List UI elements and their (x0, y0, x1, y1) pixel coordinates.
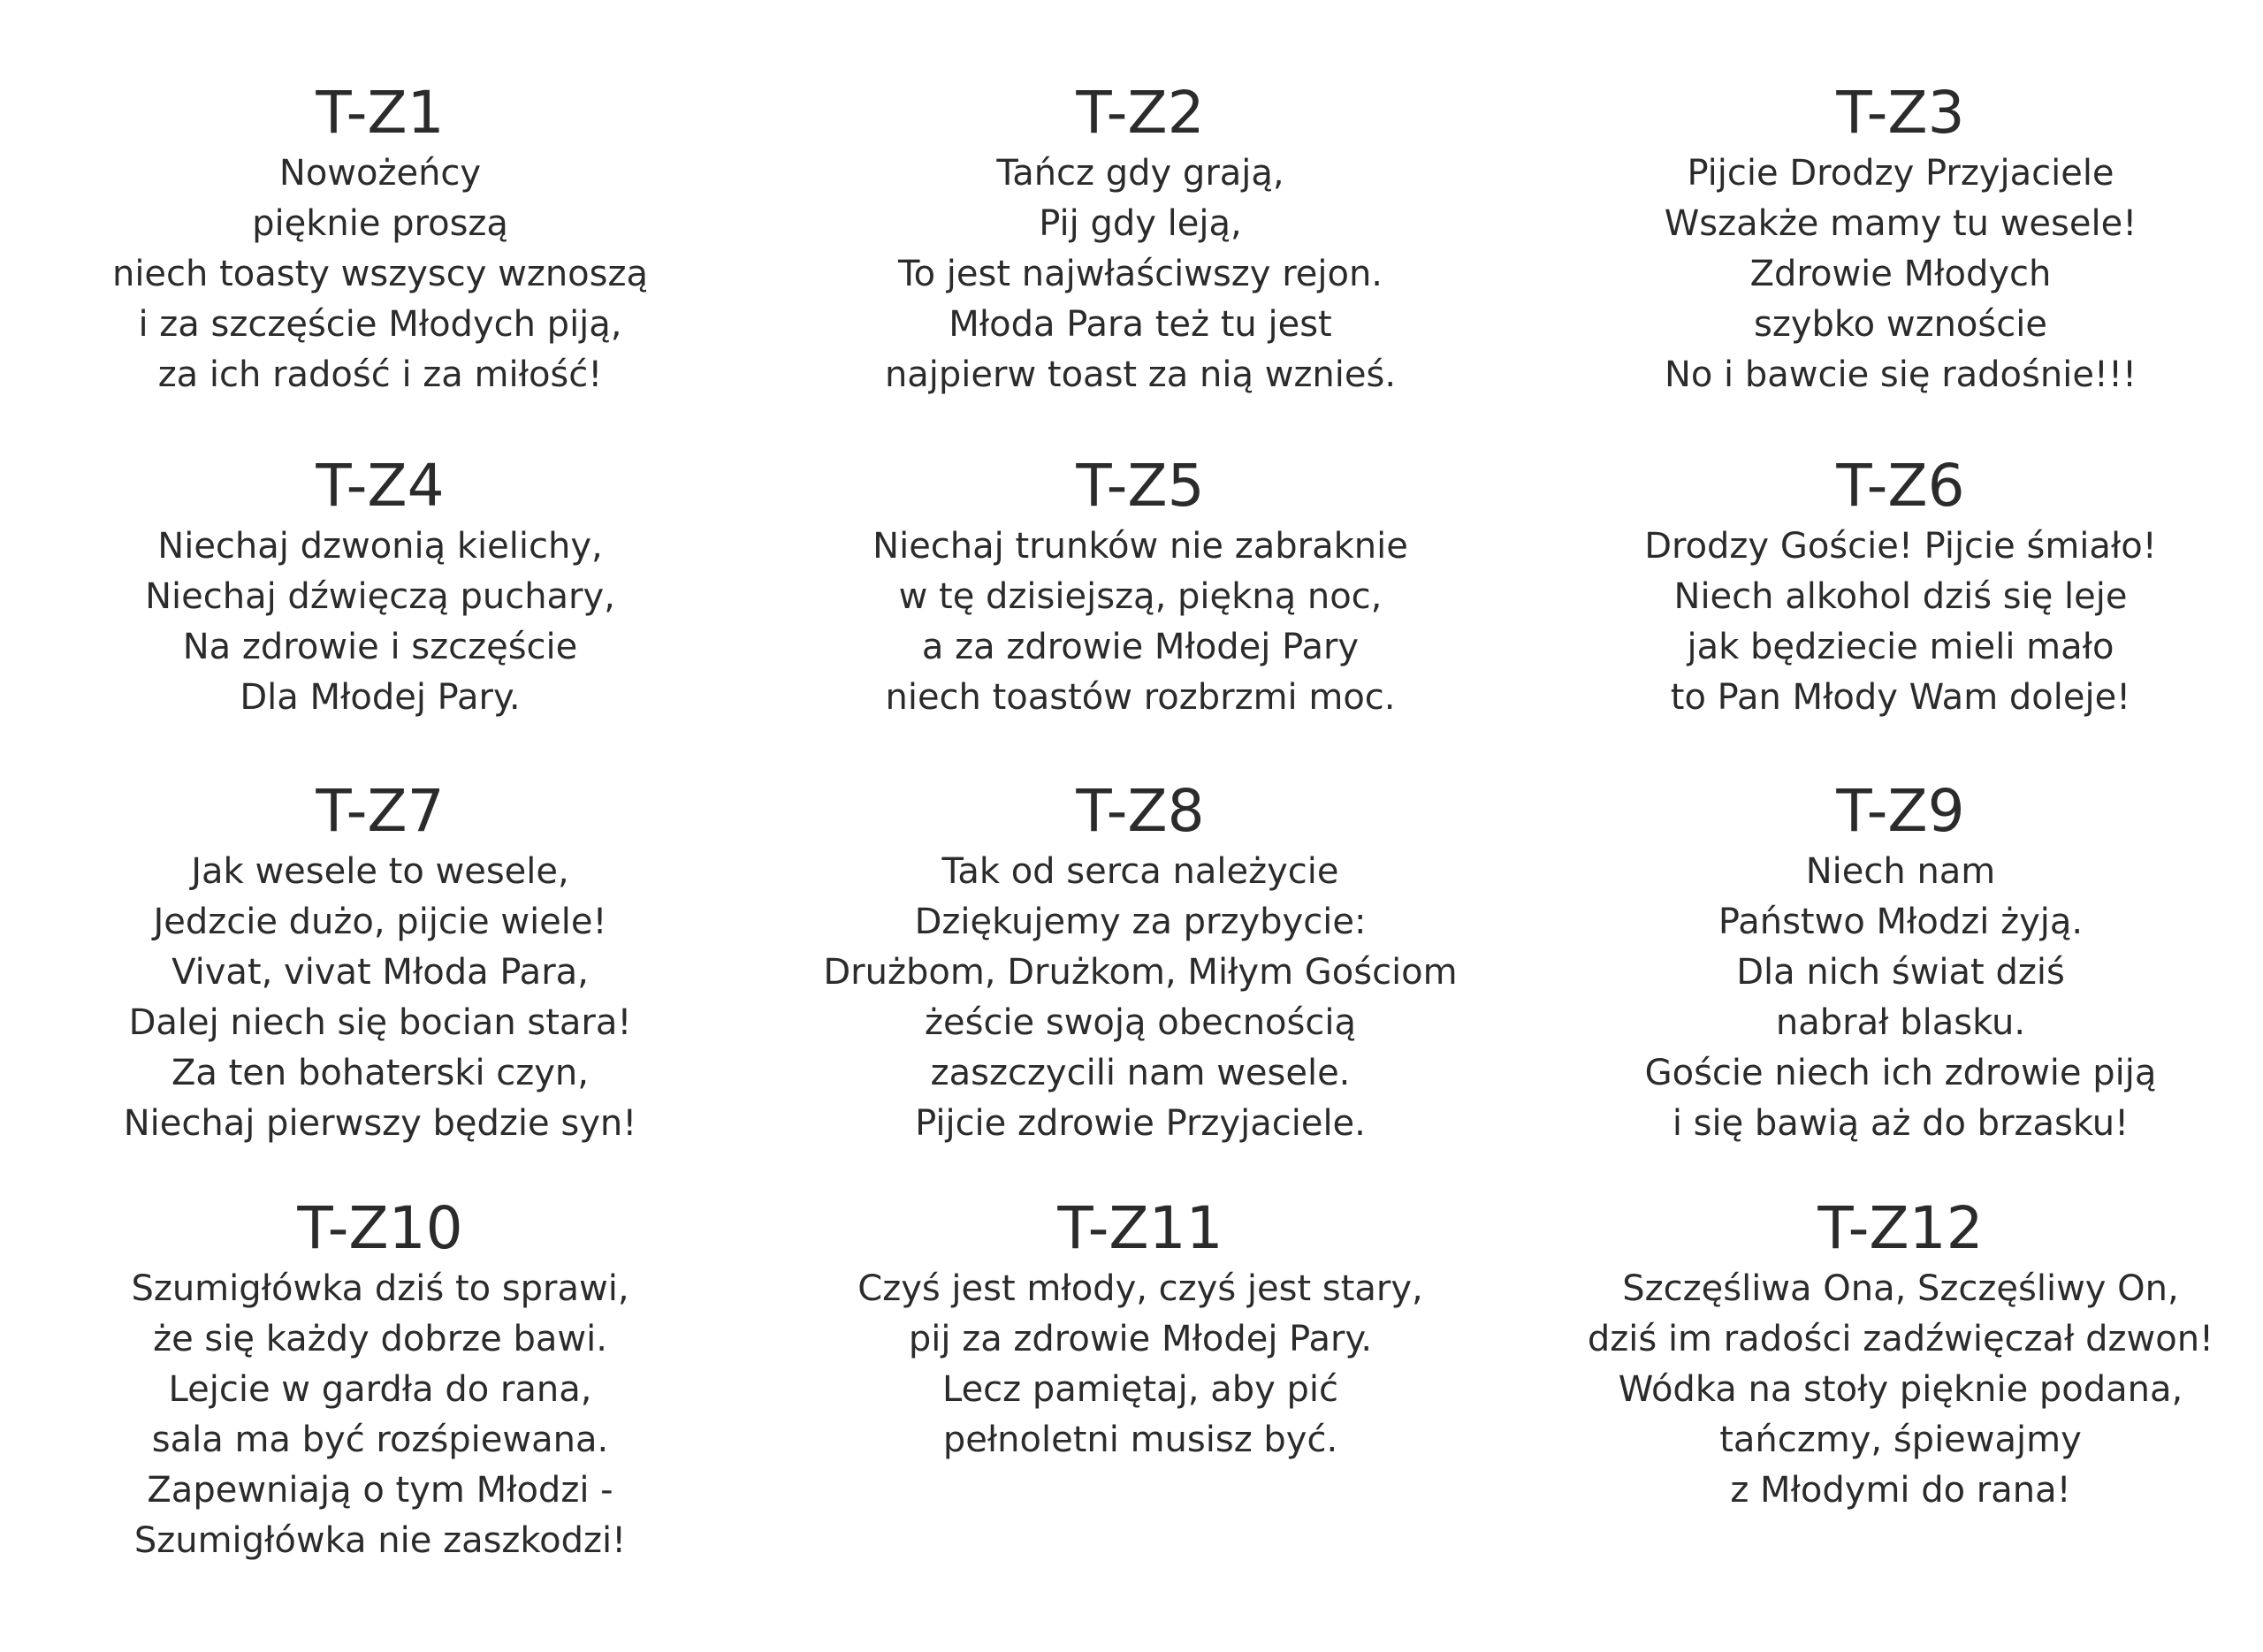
toast-code: T-Z10 (297, 1194, 463, 1262)
verse-line: Niechaj pierwszy będzie syn! (123, 1103, 637, 1144)
verse-line: Pij gdy leją, (1039, 203, 1242, 244)
verse-line: Jedzcie dużo, pijcie wiele! (153, 902, 607, 942)
verse-line: Lejcie w gardła do rana, (168, 1369, 592, 1410)
verse-line: niech toasty wszyscy wznoszą (111, 254, 649, 294)
verse-line: Vivat, vivat Młoda Para, (171, 952, 589, 993)
verse-line: Pijcie zdrowie Przyjaciele. (915, 1103, 1366, 1144)
verse-line: Tak od serca należycie (941, 851, 1339, 892)
verse-line: Drodzy Goście! Pijcie śmiało! (1644, 526, 2157, 567)
verse-line: Dla nich świat dziś (1736, 952, 2065, 993)
verse-line: nabrał blasku. (1775, 1002, 2026, 1043)
verse-line: to Pan Młody Wam doleje! (1670, 677, 2131, 718)
toast-code: T-Z4 (316, 452, 445, 520)
toast-card-t-z6 (1520, 451, 2263, 723)
verse-line: Czyś jest młody, czyś jest stary, (857, 1268, 1423, 1309)
verse-line: pełnoletni musisz być. (942, 1420, 1338, 1460)
verse-line: Tańcz gdy grają, (996, 153, 1284, 194)
toast-card-t-z4 (0, 451, 760, 723)
verse-line: za ich radość i za miłość! (157, 354, 603, 395)
toast-code: T-Z7 (316, 777, 445, 845)
toast-code: T-Z5 (1076, 452, 1205, 520)
verse-line: pięknie proszą (252, 203, 508, 244)
verse-line: dziś im radości zadźwięczał dzwon! (1587, 1319, 2214, 1359)
verse-line: z Młodymi do rana! (1730, 1470, 2071, 1511)
verse-line: zaszczycili nam wesele. (930, 1053, 1351, 1093)
verse-line: sala ma być rozśpiewana. (151, 1420, 609, 1460)
verse-line: Goście niech ich zdrowie piją (1644, 1053, 2157, 1093)
toast-card-t-z5 (760, 451, 1520, 723)
toast-verse (1520, 148, 2263, 400)
verse-line: Niech nam (1805, 851, 1996, 892)
toast-code: T-Z12 (1817, 1194, 1984, 1262)
verse-line: szybko wznoście (1754, 304, 2047, 345)
toast-code: T-Z3 (1836, 79, 1965, 147)
toast-card-t-z1 (0, 78, 760, 400)
verse-line: Niechaj dzwonią kielichy, (157, 526, 603, 567)
toast-verse (0, 847, 760, 1149)
verse-line: Drużbom, Drużkom, Miłym Gościom (823, 952, 1458, 993)
verse-line: Pijcie Drodzy Przyjaciele (1687, 153, 2114, 194)
verse-line: pij za zdrowie Młodej Pary. (908, 1319, 1373, 1359)
toast-verse (1520, 1264, 2263, 1516)
verse-line: żeście swoją obecnością (925, 1002, 1356, 1043)
verse-line: najpierw toast za nią wznieś. (884, 354, 1397, 395)
toast-verse (1520, 847, 2263, 1149)
verse-line: Na zdrowie i szczęście (182, 627, 578, 667)
verse-line: Za ten bohaterski czyn, (171, 1053, 589, 1093)
toast-code: T-Z2 (1076, 79, 1205, 147)
toast-verse (0, 521, 760, 723)
toast-verse (760, 847, 1520, 1149)
verse-line: i za szczęście Młodych piją, (138, 304, 622, 345)
verse-line: a za zdrowie Młodej Pary (921, 627, 1360, 667)
verse-line: Niechaj trunków nie zabraknie (872, 526, 1408, 567)
verse-line: No i bawcie się radośnie!!! (1664, 354, 2137, 395)
toast-code: T-Z9 (1836, 777, 1965, 845)
verse-line: Niechaj dźwięczą puchary, (145, 576, 615, 617)
toast-verse (0, 148, 760, 400)
verse-line: Wódka na stoły pięknie podana, (1618, 1369, 2183, 1410)
verse-line: w tę dzisiejszą, piękną noc, (898, 576, 1383, 617)
verse-line: Zapewniają o tym Młodzi - (147, 1470, 613, 1511)
verse-line: Nowożeńcy (278, 153, 482, 194)
verse-line: i się bawią aż do brzasku! (1672, 1103, 2130, 1144)
toast-verse (1520, 521, 2263, 723)
verse-line: Dla Młodej Pary. (240, 677, 521, 718)
verse-line: To jest najwłaściwszy rejon. (897, 254, 1383, 294)
toast-verse (760, 1264, 1520, 1465)
toast-verse (760, 521, 1520, 723)
toast-code: T-Z6 (1836, 452, 1965, 520)
toast-verse (760, 148, 1520, 400)
verse-line: że się każdy dobrze bawi. (153, 1319, 607, 1359)
verse-line: Zdrowie Młodych (1749, 254, 2052, 294)
verse-line: Lecz pamiętaj, aby pić (941, 1369, 1338, 1410)
toast-card-t-z12 (1520, 1193, 2263, 1516)
verse-line: Dziękujemy za przybycie: (914, 902, 1367, 942)
toast-card-t-z2 (760, 78, 1520, 400)
verse-line: Niech alkohol dziś się leje (1673, 576, 2128, 617)
toast-card-t-z10 (0, 1193, 760, 1566)
toast-verse (0, 1264, 760, 1566)
toast-code: T-Z8 (1076, 777, 1205, 845)
verse-line: tańczmy, śpiewajmy (1719, 1420, 2082, 1460)
verse-line: Szczęśliwa Ona, Szczęśliwy On, (1622, 1268, 2179, 1309)
toast-card-t-z7 (0, 776, 760, 1149)
verse-line: jak będziecie mieli mało (1687, 627, 2114, 667)
verse-line: niech toastów rozbrzmi moc. (885, 677, 1396, 718)
verse-line: Młoda Para też tu jest (949, 304, 1332, 345)
verse-line: Wszakże mamy tu wesele! (1664, 203, 2137, 244)
toast-code: T-Z1 (316, 79, 445, 147)
toast-card-t-z9 (1520, 776, 2263, 1149)
toast-card-t-z3 (1520, 78, 2263, 400)
toast-card-t-z11 (760, 1193, 1520, 1465)
verse-line: Szumigłówka dziś to sprawi, (131, 1268, 629, 1309)
verse-line: Dalej niech się bocian stara! (128, 1002, 632, 1043)
toast-card-t-z8 (760, 776, 1520, 1149)
verse-line: Jak wesele to wesele, (191, 851, 569, 892)
verse-line: Szumigłówka nie zaszkodzi! (133, 1520, 627, 1561)
toast-code: T-Z11 (1057, 1194, 1223, 1262)
verse-line: Państwo Młodzi żyją. (1718, 902, 2084, 942)
